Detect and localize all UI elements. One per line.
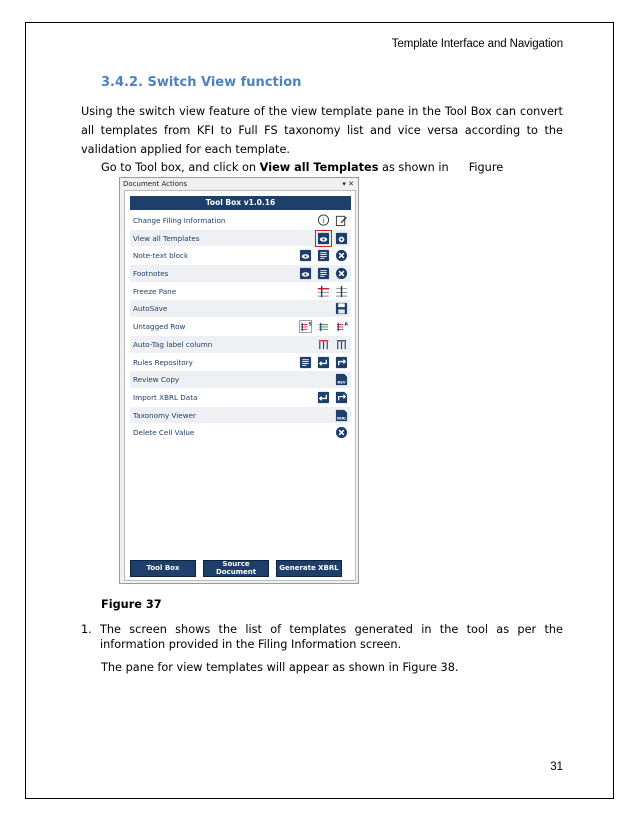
row-taxonomy-viewer[interactable] [130, 407, 351, 425]
toolbox-bottom-bar [125, 554, 355, 580]
row-label: Change Filing Information [133, 216, 226, 225]
row-label: Rules Repository [133, 357, 193, 367]
document-actions-header [120, 178, 358, 190]
document-icon[interactable] [299, 356, 312, 369]
intro-paragraph: Using the switch view feature of the view template pane in the Tool Box can convert all templates from KFI to Full FS taxonomy list and vice versa according to the validation applied for each template. [81, 105, 563, 156]
toolbox-pane [124, 190, 356, 581]
save-icon[interactable] [335, 302, 348, 315]
row-label: AutoSave [133, 304, 168, 314]
toolbox-title: Tool Box v1.0.16 [130, 196, 351, 210]
view-templates-alt-icon[interactable] [335, 232, 348, 245]
delete-icon[interactable] [335, 426, 348, 439]
delete-icon[interactable] [335, 249, 348, 262]
row-note-text-block[interactable] [130, 247, 351, 265]
source-document-button[interactable]: Source Document [203, 560, 269, 577]
row-label: Auto-Tag label column [133, 339, 213, 349]
untag-row-icon[interactable] [317, 320, 330, 333]
autotag-alt-icon[interactable] [335, 338, 348, 351]
svg-text:S: S [308, 322, 312, 328]
row-label: Delete Cell Value [133, 428, 195, 438]
row-autosave[interactable] [130, 300, 351, 318]
row-label: Taxonomy Viewer [133, 410, 196, 420]
row-label: Review Copy [133, 375, 180, 385]
figure-reference: Figure [468, 161, 504, 174]
svg-text:REV: REV [337, 380, 346, 385]
row-label: Freeze Pane [133, 286, 177, 296]
row-view-all-templates[interactable] [130, 230, 351, 248]
section-heading: 3.4.2. Switch View function [101, 75, 302, 90]
autotag-icon[interactable] [317, 338, 330, 351]
row-label: Import XBRL Data [133, 392, 198, 402]
import-icon[interactable] [317, 356, 330, 369]
row-label: Note-text block [133, 251, 189, 261]
view-template-icon[interactable] [299, 249, 312, 262]
row-untagged-row[interactable] [130, 318, 351, 336]
review-copy-icon[interactable] [335, 373, 348, 386]
row-rules-repository[interactable] [130, 354, 351, 372]
redo-icon[interactable] [335, 356, 348, 369]
row-change-filing-information[interactable] [130, 212, 351, 230]
svg-text:i: i [322, 216, 325, 225]
row-freeze-pane[interactable] [130, 283, 351, 301]
document-icon[interactable] [317, 267, 330, 280]
svg-text:XBRL: XBRL [336, 416, 347, 421]
row-label: Untagged Row [133, 322, 186, 332]
import-xbrl-icon[interactable] [335, 391, 348, 404]
follow-up-paragraph: The pane for view templates will appear as shown in Figure 38. [101, 661, 459, 674]
unfreeze-pane-icon[interactable] [335, 285, 348, 298]
untag-row-a-icon[interactable] [335, 320, 348, 333]
generate-xbrl-button[interactable]: Generate XBRL [276, 560, 342, 577]
document-icon[interactable] [317, 249, 330, 262]
instruction-prefix: Go to Tool box, and click on [101, 161, 260, 174]
row-delete-cell-value[interactable] [130, 424, 351, 442]
view-template-icon[interactable] [299, 267, 312, 280]
row-footnotes[interactable] [130, 265, 351, 283]
toolbox-screenshot [119, 177, 359, 584]
instruction-suffix: as shown in [378, 161, 449, 174]
import-icon[interactable] [317, 391, 330, 404]
edit-icon[interactable] [335, 214, 348, 227]
list-number: 1. [81, 623, 92, 636]
row-label: Footnotes [133, 269, 169, 279]
info-icon[interactable] [317, 214, 330, 227]
delete-icon[interactable] [335, 267, 348, 280]
toolbox-rows [130, 212, 351, 442]
row-import-xbrl-data[interactable] [130, 389, 351, 407]
row-review-copy[interactable] [130, 371, 351, 389]
toolbox-button[interactable]: Tool Box [130, 560, 196, 577]
xbrl-icon[interactable] [335, 409, 348, 422]
svg-text:A: A [344, 322, 348, 328]
instruction-bold: View all Templates [259, 161, 379, 174]
page-number: 31 [550, 761, 563, 773]
figure-caption: Figure 37 [101, 598, 162, 611]
instruction-line [101, 161, 503, 174]
freeze-pane-icon[interactable] [317, 285, 330, 298]
running-header: Template Interface and Navigation [391, 38, 563, 50]
row-label: View all Templates [133, 233, 200, 243]
untag-row-s-icon[interactable] [299, 320, 312, 333]
row-auto-tag-label-column[interactable] [130, 336, 351, 354]
view-template-icon[interactable] [317, 232, 330, 245]
pane-title: Document Actions [123, 180, 188, 188]
pane-controls[interactable]: ▾ ✕ [342, 180, 354, 188]
list-text: The screen shows the list of templates generated in the tool as per the information provided in the Filing Information screen. [100, 623, 563, 651]
